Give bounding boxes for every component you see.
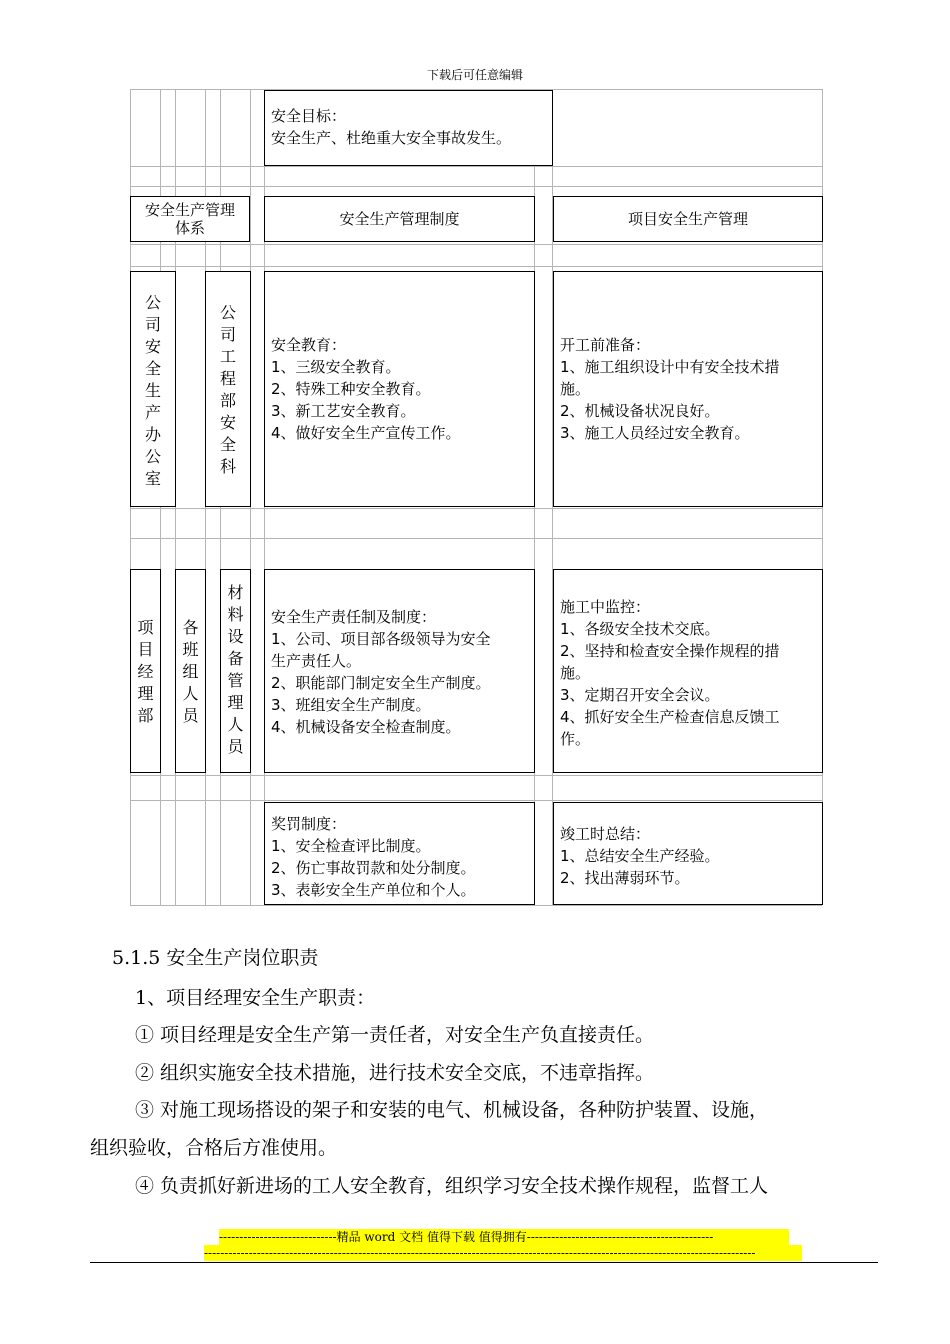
section-heading: 5.1.5 安全生产岗位职责 <box>112 947 319 969</box>
completion-summary-box: 竣工时总结： 1、总结安全生产经验。 2、找出薄弱环节。 <box>553 802 823 905</box>
project-management-dept-label: 项 目 经 理 部 <box>137 618 154 725</box>
safety-goal-box <box>264 90 553 166</box>
reward-penalty-box: 奖罚制度： 1、安全检查评比制度。 2、伤亡事故罚款和处分制度。 3、表彰安全生产单位和个人。 <box>264 802 535 905</box>
paragraph-1: ① 项目经理是安全生产第一责任者，对安全生产负直接责任。 <box>135 1024 655 1046</box>
management-rules-title-box: 安全生产管理制度 <box>264 196 535 242</box>
page-header: 下载后可任意编辑 <box>426 68 523 82</box>
footer-banner-line-2: ---------------------------------------------------------------------------------------------------------------------------------------- <box>204 1245 802 1261</box>
paragraph-3-line-2: 组织验收，合格后方准使用。 <box>90 1137 338 1159</box>
material-equipment-staff-label: 材 料 设 备 管 理 人 员 <box>227 583 244 756</box>
project-management-dept-box <box>130 569 161 773</box>
safety-goal-text: 安全生产、杜绝重大安全事故发生。 <box>271 129 512 147</box>
management-system-box: 安全生产管理 体系 <box>130 196 250 242</box>
material-equipment-staff-box <box>220 569 251 773</box>
safety-education-box: 安全教育： 1、三级安全教育。 2、特殊工种安全教育。 3、新工艺安全教育。 4、做好安全生产宣传工作。 <box>264 271 535 507</box>
footer-banner-line-1: -----------------------------精品 word 文档 值得下载 值得拥有---------------------------------------------- <box>219 1229 789 1245</box>
construction-monitoring-box: 施工中监控： 1、各级安全技术交底。 2、坚持和检查安全操作规程的措 施。 3、定期召开安全会议。 4、抓好安全生产检查信息反馈工 作。 <box>553 569 823 773</box>
item-heading: 1、项目经理安全生产职责： <box>135 987 376 1009</box>
paragraph-4: ④ 负责抓好新进场的工人安全教育，组织学习安全技术操作规程，监督工人 <box>135 1175 769 1197</box>
crew-members-label: 各 班 组 人 员 <box>182 618 199 725</box>
pre-construction-box: 开工前准备： 1、施工组织设计中有安全技术措 施。 2、机械设备状况良好。 3、施工人员经过安全教育。 <box>553 271 823 507</box>
project-management-title-box: 项目安全生产管理 <box>553 196 823 242</box>
company-safety-office-label: 公 司 安 全 生 产 办 公 室 <box>144 293 161 488</box>
responsibility-system-box: 安全生产责任制及制度： 1、公司、项目部各级领导为安全 生产责任人。 2、职能部门制定安全生产制度。 3、班组安全生产制度。 4、机械设备安全检查制度。 <box>264 569 535 773</box>
crew-members-box <box>175 569 206 773</box>
engineering-safety-dept-label: 公 司 工 程 部 安 全 科 <box>219 303 236 476</box>
paragraph-3-line-1: ③ 对施工现场搭设的架子和安装的电气、机械设备，各种防护装置、设施， <box>135 1099 769 1121</box>
safety-goal-title: 安全目标： <box>271 107 347 125</box>
engineering-safety-dept-box <box>205 271 251 507</box>
footer-rule <box>90 1262 878 1263</box>
company-safety-office-box <box>130 271 176 507</box>
paragraph-2: ② 组织实施安全技术措施，进行技术安全交底，不违章指挥。 <box>135 1062 655 1084</box>
